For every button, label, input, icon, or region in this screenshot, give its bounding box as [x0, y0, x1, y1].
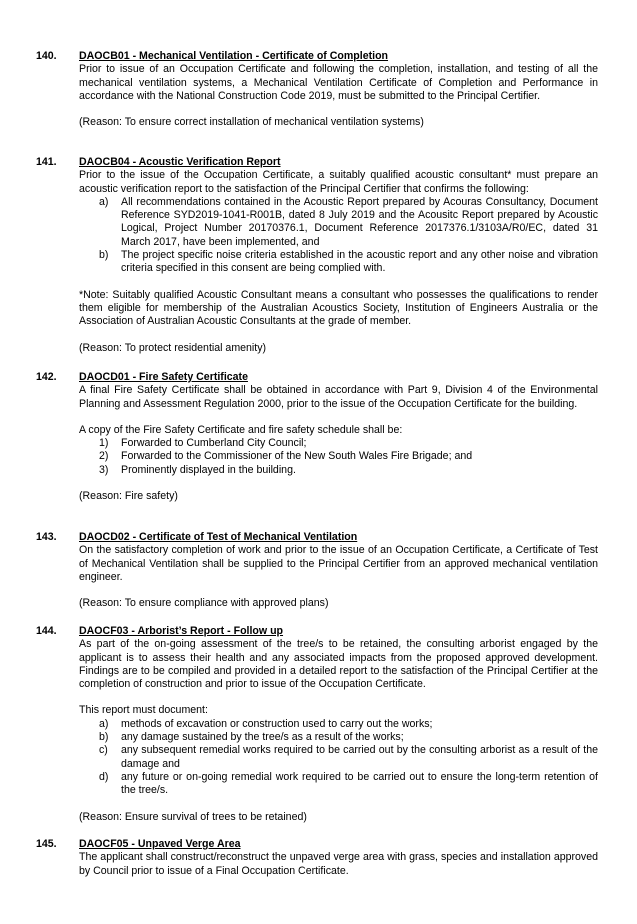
list-item: [79, 771, 598, 798]
condition-number: 145.: [36, 838, 57, 850]
condition-140: [36, 50, 598, 129]
list-item-text: any damage sustained by the tree/s as a result of the works;: [121, 731, 404, 744]
condition-body: A final Fire Safety Certificate shall be obtained in accordance with Part 9, Division 4 of the Environmental Planning and Assessment Regulation 2000, prior to the issue of the Occupation Certificate for the building.: [79, 384, 598, 410]
condition-title: DAOCD02 - Certificate of Test of Mechanical Ventilation: [79, 531, 358, 543]
condition-number: 143.: [36, 531, 57, 543]
condition-title: DAOCF05 - Unpaved Verge Area: [79, 838, 241, 850]
condition-intro: This report must document:: [79, 704, 208, 717]
list-marker: c): [99, 744, 108, 757]
list-item-text: Forwarded to Cumberland City Council;: [121, 437, 307, 450]
condition-list: [79, 718, 598, 798]
condition-143: [36, 531, 598, 610]
condition-list: [79, 196, 598, 276]
list-item-text: methods of excavation or construction used to carry out the works;: [121, 717, 433, 730]
list-marker: d): [99, 770, 109, 783]
list-item: [79, 196, 598, 249]
list-item: [79, 450, 598, 463]
condition-intro: A copy of the Fire Safety Certificate and fire safety schedule shall be:: [79, 423, 403, 436]
condition-reason: (Reason: To protect residential amenity): [79, 341, 267, 354]
list-item-text: Prominently displayed in the building.: [121, 463, 296, 476]
condition-title: DAOCB04 - Acoustic Verification Report: [79, 156, 281, 168]
condition-number: 144.: [36, 625, 57, 637]
condition-145: [36, 838, 598, 878]
condition-142: [36, 371, 598, 503]
condition-reason: (Reason: Ensure survival of trees to be retained): [79, 810, 307, 823]
condition-note: *Note: Suitably qualified Acoustic Consultant means a consultant who possesses the qualifications to render them eligible for membership of the Australian Acoustics Society, Institution of Engineers Australia or the Association of Australian Acoustic Consultants at the grade of member.: [79, 288, 598, 328]
condition-body: Prior to the issue of the Occupation Certificate, a suitably qualified acoustic consultant* must prepare an acoustic verification report to the satisfaction of the Principal Certifier that confirms the following:: [79, 169, 598, 195]
list-item: [79, 437, 598, 450]
list-marker: 1): [99, 437, 109, 450]
condition-number: 140.: [36, 50, 57, 62]
list-item-text: All recommendations contained in the Acoustic Report prepared by Acouras Consultancy, Document Reference SYD2019-1041-R001B, dated 8 July 2019 and the Acousitc Report prepared by Acoustic Logical, Project Number 20170376.1, Document Reference 2017376.1/3103A/R0/EC, dated 31 March 2017, have been implemented, and: [121, 195, 598, 248]
list-item: [79, 744, 598, 771]
list-marker: 2): [99, 450, 109, 463]
list-item: [79, 731, 598, 744]
condition-number: 141.: [36, 156, 57, 168]
list-item-text: Forwarded to the Commissioner of the New South Wales Fire Brigade; and: [121, 450, 473, 463]
list-marker: b): [99, 249, 109, 262]
list-item-text: The project specific noise criteria established in the acoustic report and any other noise and vibration criteria specified in this consent are being complied with.: [121, 249, 598, 275]
list-item-text: any subsequent remedial works required to be carried out by the consulting arborist as a result of the damage and: [121, 744, 598, 770]
list-item: [79, 249, 598, 276]
list-marker: a): [99, 717, 109, 730]
list-marker: a): [99, 195, 109, 208]
condition-reason: (Reason: Fire safety): [79, 490, 178, 503]
condition-number: 142.: [36, 371, 57, 383]
condition-body: Prior to issue of an Occupation Certificate and following the completion, installation, and testing of all the mechanical ventilation systems, a Mechanical Ventilation Certificate of Completion and Performance in accordance with the National Construction Code 2019, must be submitted to the Principal Certifier.: [79, 63, 598, 102]
list-item: [79, 718, 598, 731]
condition-title: DAOCF03 - Arborist’s Report - Follow up: [79, 625, 284, 637]
list-item: [79, 464, 598, 477]
condition-list: [79, 437, 598, 477]
list-marker: 3): [99, 463, 109, 476]
condition-reason: (Reason: To ensure correct installation of mechanical ventilation systems): [79, 116, 424, 129]
condition-body: The applicant shall construct/reconstruct the unpaved verge area with grass, species and installation approved by Council prior to issue of a Final Occupation Certificate.: [79, 851, 598, 877]
list-marker: b): [99, 731, 109, 744]
condition-141: [36, 156, 598, 355]
condition-144: [36, 625, 598, 824]
condition-reason: (Reason: To ensure compliance with approved plans): [79, 597, 329, 610]
condition-body: On the satisfactory completion of work and prior to the issue of an Occupation Certificate, a Certificate of Test of Mechanical Ventilation shall be supplied to the Principal Certifier from an approved mechanical ventilation engineer.: [79, 544, 598, 583]
condition-body: As part of the on-going assessment of the tree/s to be retained, the consulting arborist engaged by the applicant is to assess their health and any associated impacts from the proposed approved development. Findings are to be compiled and provided in a detailed report to the satisfaction of the Principal Certifier at the completion of construction and prior to issue of the Occupation Certificate.: [79, 638, 598, 691]
condition-title: DAOCD01 - Fire Safety Certificate: [79, 371, 248, 383]
list-item-text: any future or on-going remedial work required to be carried out to ensure the long-term retention of the tree/s.: [121, 770, 598, 797]
condition-title: DAOCB01 - Mechanical Ventilation - Certificate of Completion: [79, 50, 389, 62]
